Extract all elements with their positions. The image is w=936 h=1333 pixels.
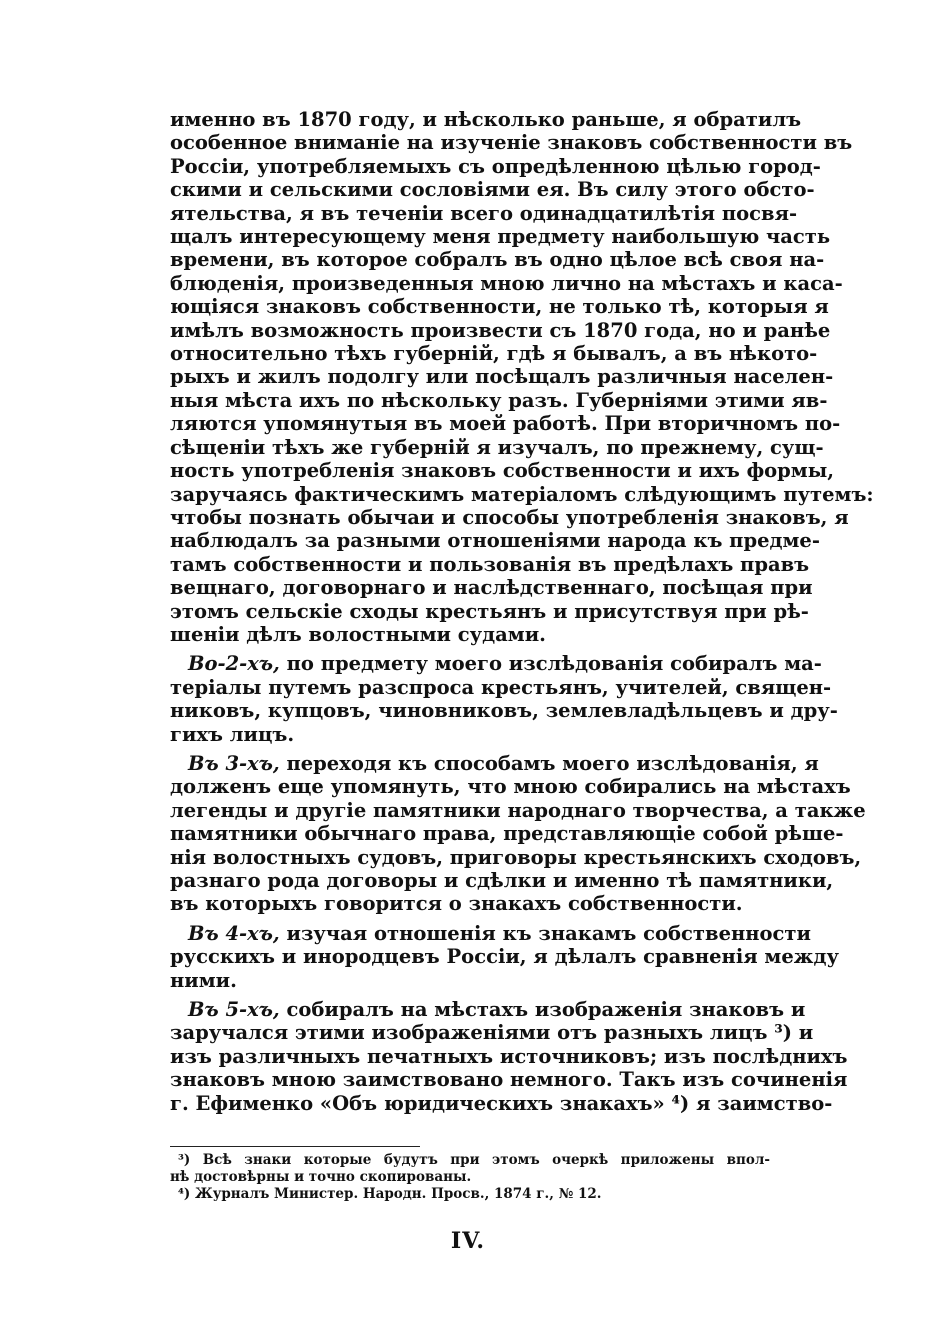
text-line: сѣщеніи тѣхъ же губерній я изучалъ, по прежнему, сущ- xyxy=(170,435,824,459)
text-line: ними. xyxy=(170,968,237,992)
text-line: особенное вниманіе на изученіе знаковъ собственности въ xyxy=(170,131,853,155)
main-text xyxy=(170,108,874,1115)
footnotes xyxy=(170,1152,770,1203)
footnote-4 xyxy=(170,1186,770,1203)
footnote-divider xyxy=(170,1146,420,1147)
paragraph-4 xyxy=(170,921,839,992)
text-line: чтобы познать обычаи и способы употребленія знаковъ, я xyxy=(170,505,849,529)
text-line: изъ различныхъ печатныхъ источниковъ; изъ послѣднихъ xyxy=(170,1044,848,1068)
text-line: ность употребленія знаковъ собственности и ихъ формы, xyxy=(170,459,835,483)
paragraph-lead: Въ 5-хъ, xyxy=(188,998,280,1022)
text-line: никовъ, купцовъ, чиновниковъ, землевладѣльцевъ и дру- xyxy=(170,699,838,723)
paragraph-5 xyxy=(170,998,848,1115)
text-line-rest: по предмету моего изслѣдованія собиралъ ма- xyxy=(279,652,822,676)
text-line: въ которыхъ говорится о знакахъ собственности. xyxy=(170,892,743,916)
paragraph-lead: Во-2-хъ, xyxy=(188,652,280,676)
text-line xyxy=(170,998,806,1022)
text-line: рыхъ и жилъ подолгу или посѣщалъ различныя населен- xyxy=(170,365,834,389)
paragraph-lead: Въ 3-хъ, xyxy=(188,751,280,775)
text-line: нія волостныхъ судовъ, приговоры крестьянскихъ сходовъ, xyxy=(170,845,862,869)
text-line: гихъ лицъ. xyxy=(170,722,295,746)
text-line: ятельства, я въ теченіи всего одинадцатилѣтія посвя- xyxy=(170,201,798,225)
text-line: г. Ефименко «Объ юридическихъ знакахъ» ⁴) я заимство- xyxy=(170,1091,833,1115)
text-line: разнаго рода договоры и сдѣлки и именно тѣ памятники, xyxy=(170,869,834,892)
text-line: заручаясь фактическимъ матеріаломъ слѣдующимъ путемъ: xyxy=(170,482,874,506)
page-number: IV. xyxy=(450,1228,486,1254)
text-line: вещнаго, договорнаго и наслѣдственнаго, посѣщая при xyxy=(170,576,813,600)
paragraph-1 xyxy=(170,108,874,646)
text-line: времени, въ которое собралъ въ одно цѣлое всѣ своя на- xyxy=(170,248,825,272)
text-line: ющіяся знаковъ собственности, не только тѣ, которыя я xyxy=(170,295,829,319)
text-line: русскихъ и инородцевъ Россіи, я дѣлалъ сравненія между xyxy=(170,945,839,969)
text-line-rest: изучая отношенія къ знакамъ собственности xyxy=(279,921,811,945)
text-line: этомъ сельскіе сходы крестьянъ и присутствуя при рѣ- xyxy=(170,599,809,623)
text-line: ныя мѣста ихъ по нѣскольку разъ. Губерніями этими яв- xyxy=(170,388,828,412)
text-line-rest: переходя къ способамъ моего изслѣдованія, я xyxy=(279,751,819,775)
text-line: заручался этими изображеніями отъ разныхъ лицъ ³) и xyxy=(170,1021,814,1045)
text-line: легенды и другіе памятники народнаго творчества, а также xyxy=(170,798,866,822)
text-line xyxy=(170,751,819,775)
text-line: тамъ собственности и пользованія въ предѣлахъ правъ xyxy=(170,552,810,576)
text-line: Россіи, употребляемыхъ съ опредѣленною цѣлью город- xyxy=(170,154,821,178)
text-line: шеніи дѣлъ волостными судами. xyxy=(170,622,546,646)
text-line: наблюдалъ за разными отношеніями народа къ предме- xyxy=(170,529,820,553)
text-line xyxy=(170,921,811,945)
text-line xyxy=(170,652,822,676)
text-line: памятники обычнаго права, представляющіе собой рѣше- xyxy=(170,822,844,846)
footnote-line: ⁴) Журналъ Министер. Народн. Просв., 1874 г., № 12. xyxy=(178,1186,602,1202)
text-line-rest: собиралъ на мѣстахъ изображенія знаковъ и xyxy=(279,998,806,1022)
text-line: ляются упомянутыя въ моей работѣ. При вторичномъ по- xyxy=(170,412,841,436)
text-line: блюденія, произведенныя мною лично на мѣстахъ и каса- xyxy=(170,271,843,295)
footnote-line: ³) Всѣ знаки которые будутъ при этомъ очеркѣ приложены впол- xyxy=(178,1152,770,1168)
text-line: именно въ 1870 году, и нѣсколько раньше, я обратилъ xyxy=(170,108,802,131)
text-line: щалъ интересующему меня предмету наибольшую часть xyxy=(170,225,831,249)
paragraph-2 xyxy=(170,652,838,746)
footnote-line: нѣ достовѣрны и точно скопированы. xyxy=(170,1169,472,1185)
text-line: теріалы путемъ разспроса крестьянъ, учителей, священ- xyxy=(170,675,832,699)
paragraph-3 xyxy=(170,751,866,916)
text-line: относительно тѣхъ губерній, гдѣ я бывалъ, а въ нѣкото- xyxy=(170,342,818,366)
text-line: скими и сельскими сословіями ея. Въ силу этого обсто- xyxy=(170,178,815,202)
text-line: знаковъ мною заимствовано немного. Такъ изъ сочиненія xyxy=(170,1068,848,1092)
footnote-3 xyxy=(170,1152,770,1186)
text-line: имѣлъ возможность произвести съ 1870 года, но и ранѣе xyxy=(170,318,831,342)
text-line: долженъ еще упомянуть, что мною собирались на мѣстахъ xyxy=(170,775,851,799)
paragraph-lead: Въ 4-хъ, xyxy=(188,921,280,945)
